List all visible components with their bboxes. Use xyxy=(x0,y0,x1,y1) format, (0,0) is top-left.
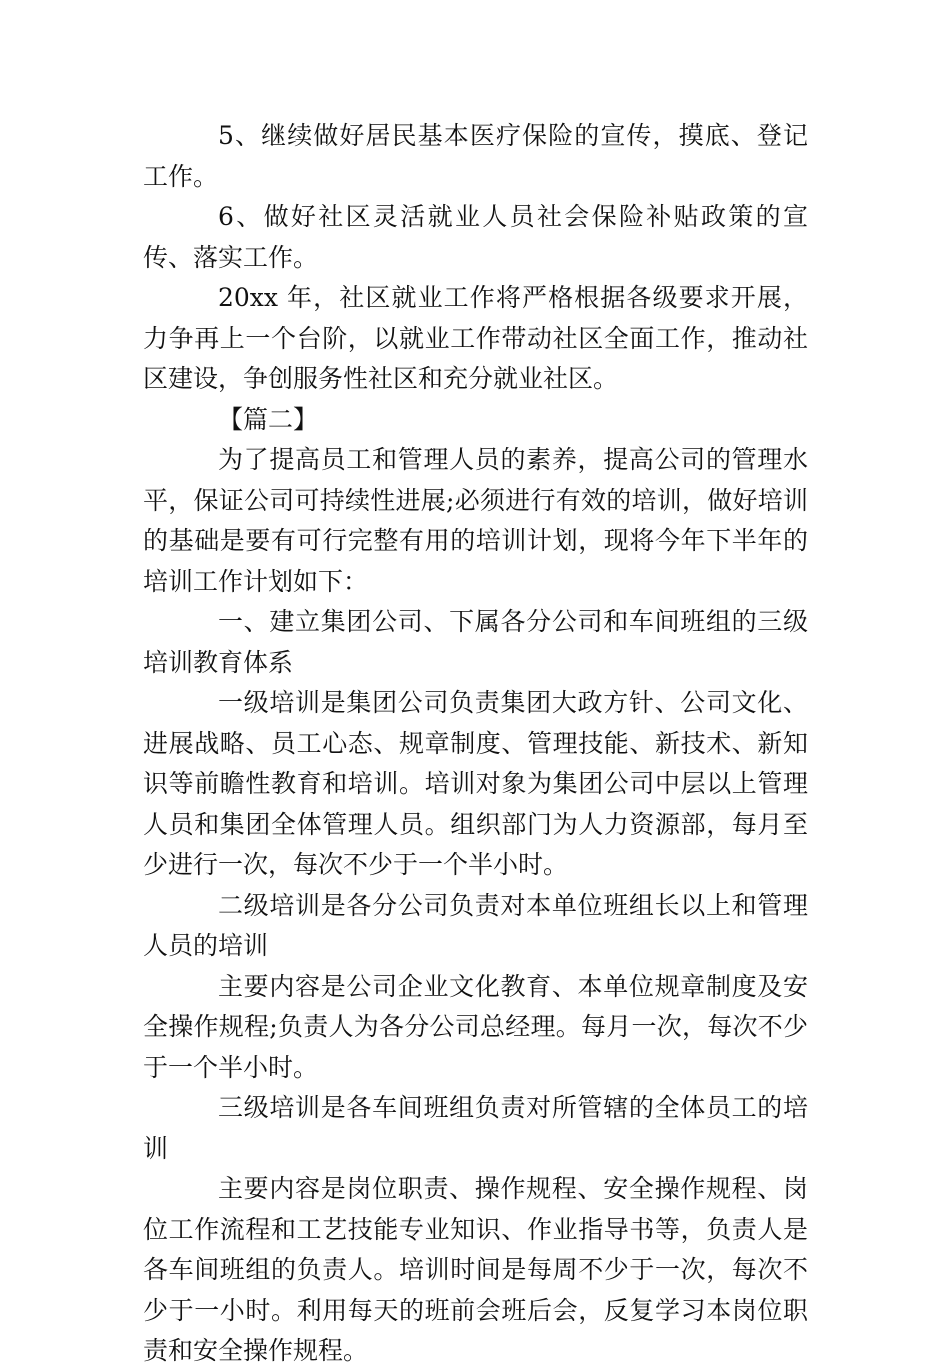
paragraph-level-two-training: 二级培训是各分公司负责对本单位班组长以上和管理人员的培训 xyxy=(143,890,808,960)
paragraph-item-5-insurance: 5、继续做好居民基本医疗保险的宣传，摸底、登记工作。 xyxy=(143,121,808,191)
paragraph-level-three-content: 主要内容是岗位职责、操作规程、安全操作规程、岗位工作流程和工艺技能专业知识、作业指导书等，负责人是各车间班组的负责人。培训时间是每周不少于一次，每次不少于一小时。利用每天的班前会班后会，反复学习本岗位职责和安全操作规程。 xyxy=(143,1174,808,1365)
document-body xyxy=(143,116,808,1372)
paragraph-level-one-training: 一级培训是集团公司负责集团大政方针、公司文化、进展战略、员工心态、规章制度、管理技能、新技术、新知识等前瞻性教育和培训。培训对象为集团公司中层以上管理人员和集团全体管理人员。组织部门为人力资源部，每月至少进行一次，每次不少于一个半小时。 xyxy=(143,688,808,879)
paragraph-employment-summary: 20xx 年，社区就业工作将严格根据各级要求开展，力争再上一个台阶，以就业工作带动社区全面工作，推动社区建设，争创服务性社区和充分就业社区。 xyxy=(143,283,808,393)
paragraph-training-intro: 为了提高员工和管理人员的素养，提高公司的管理水平，保证公司可持续性进展;必须进行有效的培训，做好培训的基础是要有可行完整有用的培训计划，现将今年下半年的培训工作计划如下： xyxy=(143,445,808,596)
paragraph-level-three-training: 三级培训是各车间班组负责对所管辖的全体员工的培训 xyxy=(143,1093,808,1163)
section-heading-part-two: 【篇二】 xyxy=(218,404,319,434)
paragraph-level-two-content: 主要内容是公司企业文化教育、本单位规章制度及安全操作规程;负责人为各分公司总经理。每月一次，每次不少于一个半小时。 xyxy=(143,971,808,1082)
paragraph-item-6-subsidy: 6、做好社区灵活就业人员社会保险补贴政策的宣传、落实工作。 xyxy=(143,202,808,272)
paragraph-three-level-system: 一、建立集团公司、下属各分公司和车间班组的三级培训教育体系 xyxy=(143,607,808,677)
